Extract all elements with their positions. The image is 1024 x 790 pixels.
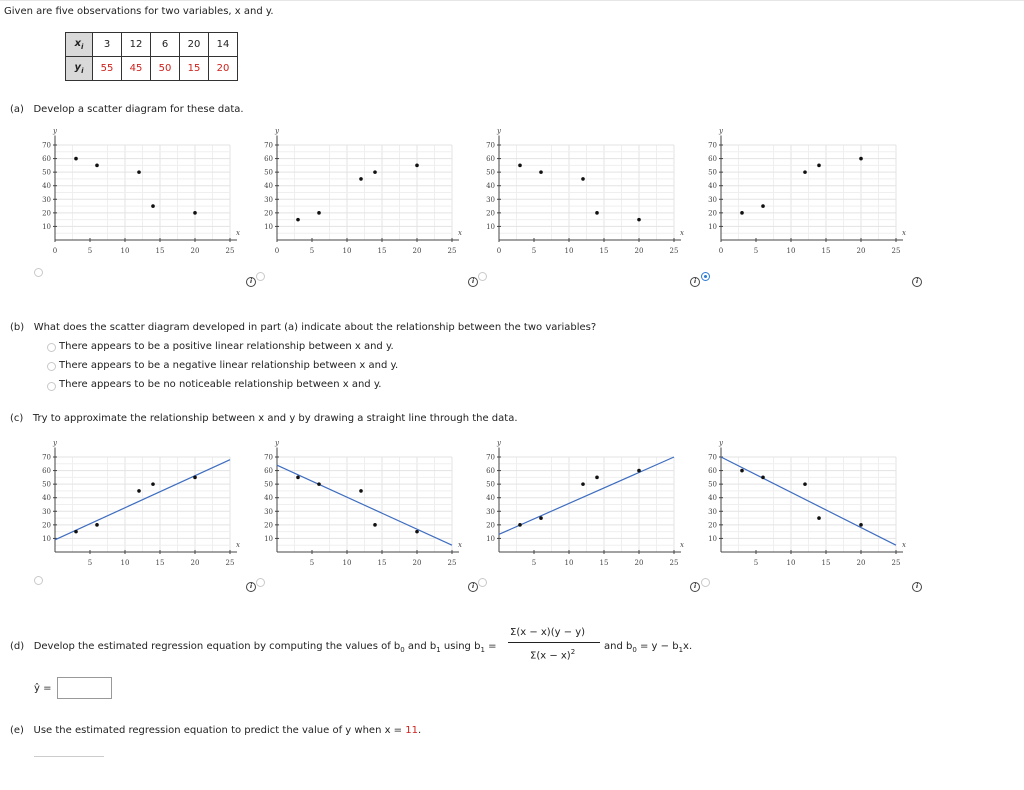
data-point: [761, 204, 765, 208]
x-axis-label: x: [902, 541, 906, 549]
x-tick-label: 10: [786, 247, 796, 255]
scatter-plot-a-1: [25, 120, 260, 273]
y-axis-label: y: [275, 127, 279, 135]
table-cell: 15: [180, 57, 209, 81]
y-axis-label: y: [719, 127, 723, 135]
info-icon[interactable]: i: [246, 582, 256, 592]
x-tick-label: 0: [274, 247, 280, 255]
y-tick-label: 10: [264, 534, 273, 543]
x-tick-label: 20: [412, 559, 422, 567]
y-tick-label: 20: [42, 209, 51, 218]
x-tick-label: 15: [377, 247, 387, 255]
y-tick-label: 70: [264, 141, 273, 150]
data-point: [595, 211, 599, 215]
y-tick-label: 20: [486, 209, 495, 218]
x-header: $x_i$: [66, 33, 93, 57]
data-point: [317, 211, 321, 215]
y-axis-label: y: [53, 439, 57, 447]
y-tick-label: 10: [486, 534, 495, 543]
part-c-question: (c) Try to approximate the relationship between x and y by drawing a straight line through the data.: [10, 413, 518, 424]
x-tick-label: 15: [821, 559, 831, 567]
y-tick-label: 60: [486, 155, 495, 164]
x-tick-label: 25: [447, 247, 457, 255]
data-point: [151, 482, 155, 486]
data-point: [95, 164, 99, 168]
prediction-input[interactable]: [34, 742, 104, 757]
fraction-bar: [508, 642, 600, 643]
data-point: [373, 170, 377, 174]
info-icon[interactable]: i: [468, 277, 478, 287]
y-tick-label: 70: [264, 453, 273, 462]
data-point: [296, 476, 300, 480]
x-tick-label: 15: [599, 247, 609, 255]
data-point: [137, 489, 141, 493]
scatter-svg: [247, 432, 482, 582]
y-tick-label: 30: [264, 507, 273, 516]
scatter-svg: [691, 432, 926, 582]
data-point: [859, 157, 863, 161]
y-tick-label: 60: [486, 467, 495, 476]
x-tick-label: 20: [856, 559, 866, 567]
data-point: [581, 177, 585, 181]
option-a4-radio-selected[interactable]: [701, 272, 710, 281]
table-cell: 6: [151, 33, 180, 57]
scatter-plot-a-2: [247, 120, 482, 273]
y-tick-label: 60: [708, 155, 717, 164]
y-tick-label: 30: [708, 507, 717, 516]
x-tick-label: 10: [564, 247, 574, 255]
x-axis-label: x: [458, 229, 462, 237]
option-b1-label[interactable]: There appears to be a positive linear relationship between x and y.: [59, 341, 394, 352]
data-point: [193, 211, 197, 215]
data-point: [803, 170, 807, 174]
data-point: [740, 469, 744, 473]
y-tick-label: 40: [264, 494, 273, 503]
x-tick-label: 20: [190, 559, 200, 567]
x-tick-label: 5: [753, 247, 759, 255]
y-axis-label: y: [275, 439, 279, 447]
x-tick-label: 0: [52, 247, 58, 255]
y-tick-label: 70: [486, 141, 495, 150]
data-point: [859, 523, 863, 527]
y-tick-label: 40: [42, 182, 51, 191]
y-tick-label: 20: [42, 521, 51, 530]
x-tick-label: 25: [669, 247, 679, 255]
y-tick-label: 70: [486, 453, 495, 462]
x-axis-label: x: [680, 229, 684, 237]
y-tick-label: 20: [264, 209, 273, 218]
y-tick-label: 70: [42, 453, 51, 462]
y-tick-label: 30: [264, 195, 273, 204]
table-cell: 55: [93, 57, 122, 81]
x-tick-label: 25: [447, 559, 457, 567]
info-icon[interactable]: i: [912, 277, 922, 287]
data-point: [539, 170, 543, 174]
y-tick-label: 40: [42, 494, 51, 503]
x-tick-label: 5: [87, 247, 93, 255]
option-c1-radio[interactable]: [34, 576, 43, 585]
data-point: [373, 523, 377, 527]
y-axis-label: y: [497, 439, 501, 447]
y-tick-label: 10: [42, 222, 51, 231]
scatter-svg: [25, 120, 260, 270]
y-axis-label: y: [53, 127, 57, 135]
x-tick-label: 25: [225, 559, 235, 567]
y-tick-label: 40: [708, 182, 717, 191]
y-tick-label: 30: [42, 195, 51, 204]
y-tick-label: 50: [42, 480, 51, 489]
y-tick-label: 60: [42, 467, 51, 476]
y-tick-label: 50: [42, 168, 51, 177]
scatter-svg: [25, 432, 260, 582]
y-tick-label: 10: [708, 222, 717, 231]
data-point: [74, 530, 78, 534]
data-point: [137, 170, 141, 174]
info-icon[interactable]: i: [690, 277, 700, 287]
x-tick-label: 15: [821, 247, 831, 255]
data-point: [595, 476, 599, 480]
x-tick-label: 10: [120, 247, 130, 255]
x-tick-label: 15: [377, 559, 387, 567]
y-tick-label: 40: [708, 494, 717, 503]
y-tick-label: 70: [708, 141, 717, 150]
y-tick-label: 30: [486, 195, 495, 204]
option-a3-radio[interactable]: [478, 272, 487, 281]
scatter-plot-c-1: [25, 432, 260, 585]
info-icon[interactable]: i: [912, 582, 922, 592]
x-tick-label: 10: [120, 559, 130, 567]
info-icon[interactable]: i: [468, 582, 478, 592]
y-header: $y_i$: [66, 57, 93, 81]
option-c4-radio[interactable]: [701, 578, 710, 587]
data-point: [317, 482, 321, 486]
table-row-x: [66, 33, 238, 57]
info-icon[interactable]: i: [246, 277, 256, 287]
data-point: [637, 469, 641, 473]
scatter-plot-c-4: [691, 432, 926, 585]
y-tick-label: 50: [264, 168, 273, 177]
x-tick-label: 5: [753, 559, 759, 567]
data-point: [415, 164, 419, 168]
y-tick-label: 50: [264, 480, 273, 489]
b1-formula-denominator: $\Sigma(x - x)^2$: [530, 648, 576, 662]
option-b1-radio[interactable]: [47, 343, 56, 352]
x-tick-label: 5: [309, 247, 315, 255]
data-point: [740, 211, 744, 215]
data-point: [539, 516, 543, 520]
data-point: [817, 516, 821, 520]
x-axis-label: x: [236, 229, 240, 237]
data-point: [74, 157, 78, 161]
table-cell: 3: [93, 33, 122, 57]
x-axis-label: x: [902, 229, 906, 237]
x-tick-label: 5: [87, 559, 93, 567]
x-tick-label: 20: [634, 559, 644, 567]
x-axis-label: x: [458, 541, 462, 549]
table-cell: 20: [209, 57, 238, 81]
scatter-plot-a-4: [691, 120, 926, 273]
table-cell: 14: [209, 33, 238, 57]
x-axis-label: x: [236, 541, 240, 549]
x-tick-label: 25: [225, 247, 235, 255]
data-point: [761, 476, 765, 480]
option-b3-radio[interactable]: [47, 382, 56, 391]
y-tick-label: 20: [486, 521, 495, 530]
scatter-plot-a-3: [469, 120, 704, 273]
part-d-question: (d) Develop the estimated regression equation by computing the values of $b_0$ and $b_1$ using $b_1$ =: [10, 641, 497, 654]
part-e-question: (e) Use the estimated regression equation to predict the value of y when x = 11.: [10, 725, 422, 736]
x-axis-label: x: [680, 541, 684, 549]
y-tick-label: 30: [42, 507, 51, 516]
scatter-svg: [469, 120, 704, 270]
regression-equation-input[interactable]: [57, 677, 112, 699]
option-c2-radio[interactable]: [256, 578, 265, 587]
option-a1-radio[interactable]: [34, 268, 43, 277]
table-cell: 12: [122, 33, 151, 57]
data-point: [518, 164, 522, 168]
x-tick-label: 5: [531, 247, 537, 255]
x-tick-label: 25: [891, 247, 901, 255]
scatter-plot-c-3: [469, 432, 704, 585]
y-axis-label: y: [719, 439, 723, 447]
data-point: [803, 482, 807, 486]
y-tick-label: 30: [486, 507, 495, 516]
scatter-svg: [247, 120, 482, 270]
y-tick-label: 70: [42, 141, 51, 150]
table-cell: 20: [180, 33, 209, 57]
y-tick-label: 70: [708, 453, 717, 462]
x-tick-label: 5: [531, 559, 537, 567]
y-tick-label: 60: [264, 467, 273, 476]
table-row-y: [66, 57, 238, 81]
y-tick-label: 50: [708, 168, 717, 177]
x-tick-label: 20: [856, 247, 866, 255]
b1-formula-numerator: Σ(x − x)(y − y): [510, 627, 586, 638]
x-tick-label: 20: [634, 247, 644, 255]
x-tick-label: 0: [718, 247, 724, 255]
y-tick-label: 40: [264, 182, 273, 191]
x-tick-label: 15: [599, 559, 609, 567]
part-b-question: (b) What does the scatter diagram developed in part (a) indicate about the relationship between the two variables?: [10, 322, 597, 333]
y-tick-label: 10: [486, 222, 495, 231]
y-tick-label: 10: [264, 222, 273, 231]
data-point: [415, 530, 419, 534]
x-tick-label: 0: [496, 247, 502, 255]
table-cell: 45: [122, 57, 151, 81]
y-tick-label: 50: [486, 168, 495, 177]
data-point: [817, 164, 821, 168]
y-tick-label: 30: [708, 195, 717, 204]
data-point: [193, 476, 197, 480]
y-tick-label: 20: [264, 521, 273, 530]
data-point: [95, 523, 99, 527]
data-point: [637, 218, 641, 222]
table-cell: 50: [151, 57, 180, 81]
x-tick-label: 20: [412, 247, 422, 255]
x-tick-label: 10: [342, 559, 352, 567]
x-tick-label: 20: [190, 247, 200, 255]
y-tick-label: 40: [486, 182, 495, 191]
data-point: [581, 482, 585, 486]
y-tick-label: 10: [708, 534, 717, 543]
top-divider: [0, 0, 1024, 1]
option-b3-label[interactable]: There appears to be no noticeable relationship between x and y.: [59, 379, 382, 390]
y-axis-label: y: [497, 127, 501, 135]
y-tick-label: 50: [708, 480, 717, 489]
x-tick-label: 25: [891, 559, 901, 567]
y-tick-label: 40: [486, 494, 495, 503]
y-tick-label: 60: [42, 155, 51, 164]
x-tick-label: 15: [155, 247, 165, 255]
y-tick-label: 20: [708, 521, 717, 530]
x-tick-label: 5: [309, 559, 315, 567]
info-icon[interactable]: i: [690, 582, 700, 592]
x-tick-label: 10: [564, 559, 574, 567]
yhat-label: ŷ =: [34, 683, 52, 694]
x-tick-label: 25: [669, 559, 679, 567]
observations-table: [65, 32, 238, 81]
intro-text: Given are five observations for two variables, x and y.: [4, 6, 274, 17]
option-a2-radio[interactable]: [256, 272, 265, 281]
data-point: [151, 204, 155, 208]
y-tick-label: 10: [42, 534, 51, 543]
scatter-svg: [691, 120, 926, 270]
y-tick-label: 60: [708, 467, 717, 476]
scatter-plot-c-2: [247, 432, 482, 585]
scatter-svg: [469, 432, 704, 582]
y-tick-label: 50: [486, 480, 495, 489]
data-point: [296, 218, 300, 222]
data-point: [359, 177, 363, 181]
option-c3-radio[interactable]: [478, 578, 487, 587]
option-b2-radio[interactable]: [47, 362, 56, 371]
x-tick-label: 10: [786, 559, 796, 567]
part-a-question: (a) Develop a scatter diagram for these data.: [10, 104, 244, 115]
data-point: [518, 523, 522, 527]
y-tick-label: 60: [264, 155, 273, 164]
x-tick-label: 15: [155, 559, 165, 567]
data-point: [359, 489, 363, 493]
b0-formula: and $b_0 = y - b_1x$.: [604, 641, 693, 654]
x-tick-label: 10: [342, 247, 352, 255]
option-b2-label[interactable]: There appears to be a negative linear relationship between x and y.: [59, 360, 399, 371]
y-tick-label: 20: [708, 209, 717, 218]
